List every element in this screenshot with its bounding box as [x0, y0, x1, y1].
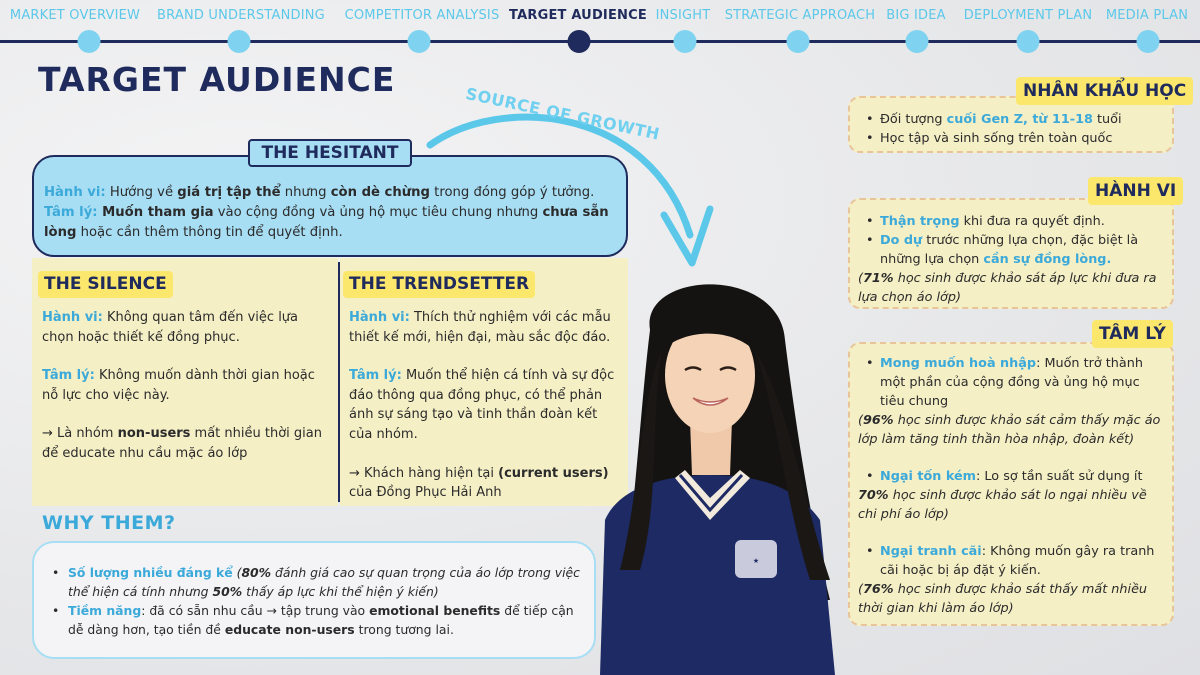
nav-dot[interactable] — [1137, 30, 1160, 53]
student-photo — [580, 270, 860, 675]
trendsetter-description: Hành vi: Thích thử nghiệm với các mẫu thiết kế mới, hiện đại, màu sắc độc đáo. Tâm lý: Muốn thể hiện cá tính và sự độc đáo thông qua đồng phục, có thể phản ánh sự sáng tạo và tinh thần đoàn kết của nhóm. → Khách hàng hiện tại (current users) của Đồng Phục Hải Anh — [349, 310, 615, 501]
nav-dot[interactable] — [906, 30, 929, 53]
silence-title: THE SILENCE — [38, 271, 173, 298]
psychology-note-1: (96% học sinh được khảo sát cảm thấy mặc áo lớp làm tăng tinh thần hòa nhập, đoàn kết) — [858, 413, 1161, 447]
nav-dot[interactable] — [1017, 30, 1040, 53]
source-of-growth-label: SOURCE OF GROWTH — [464, 84, 662, 144]
trendsetter-title: THE TRENDSETTER — [343, 271, 535, 298]
nav-dot[interactable] — [787, 30, 810, 53]
list-item: • Số lượng nhiều đáng kể (80% đánh giá cao sự quan trọng của áo lớp trong việc thể hiện cá tính nhưng 50% thấy áp lực khi thể hiện ý kiến) — [52, 563, 584, 601]
demographics-list — [858, 110, 1164, 148]
nav-dot[interactable] — [228, 30, 251, 53]
hesitant-description: Hành vi: Hướng về giá trị tập thể nhưng còn dè chừng trong đóng góp ý tưởng. Tâm lý: Muốn tham gia vào cộng đồng và ủng hộ mục tiêu chung nhưng chưa sẵn lòng hoặc cần thêm thông tin để quyết định. — [44, 185, 609, 240]
nav-media-plan[interactable]: MEDIA PLAN — [1105, 8, 1189, 23]
list-item: • Đối tượng cuối Gen Z, từ 11-18 tuổi — [858, 110, 1164, 129]
nav-competitor-analysis[interactable]: COMPETITOR ANALYSIS — [344, 8, 500, 23]
behavior-title: HÀNH VI — [1088, 177, 1183, 205]
nav-strategic-approach[interactable]: STRATEGIC APPROACH — [724, 8, 876, 23]
list-item: • Thận trọng khi đưa ra quyết định. — [858, 212, 1164, 231]
nav-target-audience[interactable]: TARGET AUDIENCE — [509, 8, 647, 23]
demographics-title: NHÂN KHẨU HỌC — [1016, 77, 1193, 105]
list-item: • Ngại tranh cãi: Không muốn gây ra tranh cãi hoặc bị áp đặt ý kiến. — [858, 542, 1164, 580]
nav-insight[interactable]: INSIGHT — [655, 8, 711, 23]
svg-text:★: ★ — [752, 557, 760, 565]
nav-brand-understanding[interactable]: BRAND UNDERSTANDING — [157, 8, 325, 23]
nav-dot[interactable] — [674, 30, 697, 53]
psychology-note-3: (76% học sinh được khảo sát thấy mất nhiều thời gian khi làm áo lớp) — [858, 582, 1148, 616]
why-them-title: WHY THEM? — [42, 512, 176, 534]
list-item: • Tiềm năng: đã có sẵn nhu cầu → tập trung vào emotional benefits để tiếp cận dễ dàng hơn, tạo tiền đề educate non-users trong tương lai. — [52, 601, 584, 639]
behavior-list — [858, 212, 1164, 307]
list-item: • Ngại tốn kém: Lo sợ tần suất sử dụng ít — [858, 467, 1164, 486]
top-navigation — [0, 0, 1200, 52]
list-item: • Mong muốn hoà nhập: Muốn trở thành một phần của cộng đồng và ủng hộ mục tiêu chung — [858, 354, 1164, 411]
page-title: TARGET AUDIENCE — [38, 60, 396, 99]
panel-divider — [338, 262, 340, 502]
why-them-list — [52, 563, 584, 639]
behavior-note: (71% học sinh được khảo sát áp lực khi đưa ra lựa chọn áo lớp) — [858, 271, 1157, 305]
list-item: • Do dự trước những lựa chọn, đặc biệt là những lựa chọn cần sự đồng lòng. — [858, 231, 1164, 269]
nav-deployment-plan[interactable]: DEPLOYMENT PLAN — [963, 8, 1093, 23]
nav-dot-active[interactable] — [568, 30, 591, 53]
psychology-note-2: 70% học sinh được khảo sát lo ngại nhiều về chi phí áo lớp) — [858, 488, 1147, 522]
hesitant-title: THE HESITANT — [248, 139, 412, 167]
psychology-list — [858, 354, 1164, 618]
nav-market-overview[interactable]: MARKET OVERVIEW — [9, 8, 141, 23]
silence-description: Hành vi: Không quan tâm đến việc lựa chọn hoặc thiết kế đồng phục. Tâm lý: Không muốn dành thời gian hoặc nỗ lực cho việc này. → Là nhóm non-users mất nhiều thời gian để educate nhu cầu mặc áo lớp — [42, 310, 322, 461]
nav-dot[interactable] — [78, 30, 101, 53]
list-item: • Học tập và sinh sống trên toàn quốc — [858, 129, 1164, 148]
psychology-title: TÂM LÝ — [1092, 320, 1173, 348]
nav-dot[interactable] — [408, 30, 431, 53]
nav-big-idea[interactable]: BIG IDEA — [886, 8, 946, 23]
